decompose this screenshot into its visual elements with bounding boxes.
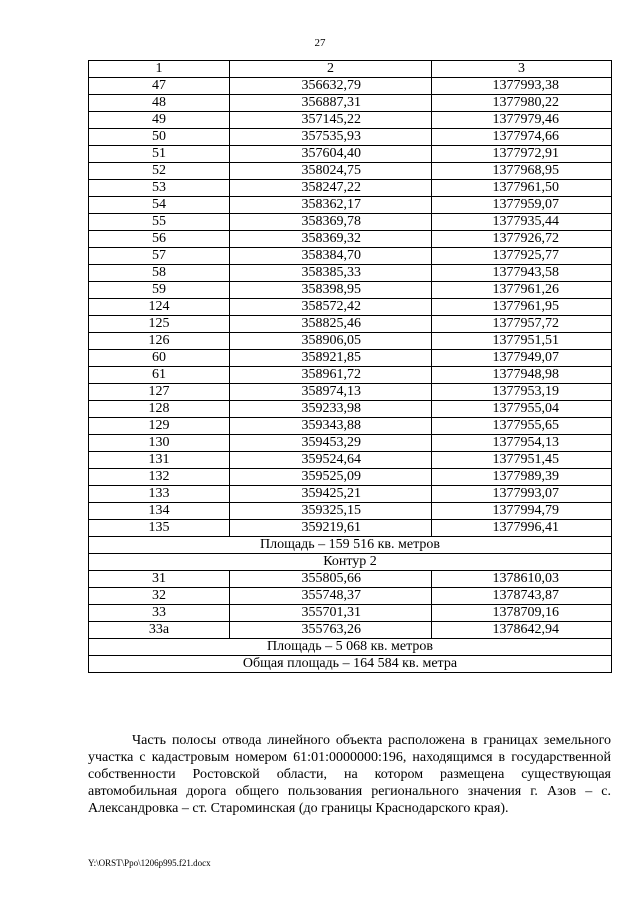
y-coordinate: 1377996,41 [432, 520, 612, 537]
table-row [89, 197, 612, 214]
x-coordinate: 358572,42 [230, 299, 432, 316]
y-coordinate: 1377935,44 [432, 214, 612, 231]
y-coordinate: 1377972,91 [432, 146, 612, 163]
x-coordinate: 358825,46 [230, 316, 432, 333]
table-row [89, 333, 612, 350]
table-row [89, 418, 612, 435]
y-coordinate: 1378642,94 [432, 622, 612, 639]
y-coordinate: 1377961,50 [432, 180, 612, 197]
y-coordinate: 1377943,58 [432, 265, 612, 282]
x-coordinate: 356632,79 [230, 78, 432, 95]
table-row [89, 367, 612, 384]
point-number: 52 [89, 163, 230, 180]
y-coordinate: 1377989,39 [432, 469, 612, 486]
contour-2-title-row [89, 554, 612, 571]
table-row [89, 316, 612, 333]
table-row [89, 350, 612, 367]
point-number: 129 [89, 418, 230, 435]
y-coordinate: 1377961,26 [432, 282, 612, 299]
x-coordinate: 355805,66 [230, 571, 432, 588]
y-coordinate: 1377959,07 [432, 197, 612, 214]
table-row [89, 180, 612, 197]
table-row [89, 129, 612, 146]
table-row [89, 265, 612, 282]
point-number: 135 [89, 520, 230, 537]
point-number: 132 [89, 469, 230, 486]
file-path-footer: Y:\ORST\Ppo\1206p995.f21.docx [88, 858, 211, 868]
page-number: 27 [314, 37, 326, 49]
description-paragraph: Часть полосы отвода линейного объекта расположена в границах земельного участка с кадастровым номером 61:01:0000000:196, находящимся в государственной собственности Ростовской области, на котором размещена существующая автомобильная дорога общего пользования регионального значения г. Азов – с. Александровка – ст. Староминская (до границы Краснодарского края). [88, 733, 611, 816]
point-number: 53 [89, 180, 230, 197]
point-number: 124 [89, 299, 230, 316]
x-coordinate: 358247,22 [230, 180, 432, 197]
table-row [89, 435, 612, 452]
point-number: 61 [89, 367, 230, 384]
x-coordinate: 359524,64 [230, 452, 432, 469]
point-number: 134 [89, 503, 230, 520]
point-number: 126 [89, 333, 230, 350]
area-summary-contour-2: Площадь – 5 068 кв. метров [89, 639, 612, 656]
y-coordinate: 1378743,87 [432, 588, 612, 605]
table-row [89, 163, 612, 180]
point-number: 128 [89, 401, 230, 418]
y-coordinate: 1377951,51 [432, 333, 612, 350]
point-number: 131 [89, 452, 230, 469]
y-coordinate: 1378610,03 [432, 571, 612, 588]
table-row [89, 95, 612, 112]
point-number: 55 [89, 214, 230, 231]
y-coordinate: 1377955,65 [432, 418, 612, 435]
table-row [89, 146, 612, 163]
table-row [89, 248, 612, 265]
total-area-summary-row [89, 656, 612, 673]
y-coordinate: 1377951,45 [432, 452, 612, 469]
y-coordinate: 1377948,98 [432, 367, 612, 384]
y-coordinate: 1377994,79 [432, 503, 612, 520]
table-row [89, 231, 612, 248]
x-coordinate: 356887,31 [230, 95, 432, 112]
coordinates-table [88, 60, 612, 673]
area-summary-contour-1-row [89, 537, 612, 554]
y-coordinate: 1377993,38 [432, 78, 612, 95]
x-coordinate: 359233,98 [230, 401, 432, 418]
table-row [89, 384, 612, 401]
x-coordinate: 358385,33 [230, 265, 432, 282]
y-coordinate: 1377980,22 [432, 95, 612, 112]
x-coordinate: 359453,29 [230, 435, 432, 452]
column-header-number: 1 [89, 61, 230, 78]
table-row [89, 588, 612, 605]
y-coordinate: 1377974,66 [432, 129, 612, 146]
y-coordinate: 1377949,07 [432, 350, 612, 367]
x-coordinate: 357604,40 [230, 146, 432, 163]
area-summary-contour-2-row [89, 639, 612, 656]
table-row [89, 112, 612, 129]
table-row [89, 214, 612, 231]
x-coordinate: 357145,22 [230, 112, 432, 129]
y-coordinate: 1377957,72 [432, 316, 612, 333]
column-header-y: 3 [432, 61, 612, 78]
point-number: 32 [89, 588, 230, 605]
x-coordinate: 359525,09 [230, 469, 432, 486]
y-coordinate: 1377954,13 [432, 435, 612, 452]
y-coordinate: 1377926,72 [432, 231, 612, 248]
point-number: 133 [89, 486, 230, 503]
x-coordinate: 355701,31 [230, 605, 432, 622]
point-number: 56 [89, 231, 230, 248]
table-row [89, 401, 612, 418]
point-number: 47 [89, 78, 230, 95]
point-number: 130 [89, 435, 230, 452]
x-coordinate: 358362,17 [230, 197, 432, 214]
y-coordinate: 1377968,95 [432, 163, 612, 180]
point-number: 59 [89, 282, 230, 299]
x-coordinate: 359425,21 [230, 486, 432, 503]
x-coordinate: 358398,95 [230, 282, 432, 299]
table-row [89, 299, 612, 316]
x-coordinate: 358024,75 [230, 163, 432, 180]
point-number: 51 [89, 146, 230, 163]
table-row [89, 605, 612, 622]
point-number: 50 [89, 129, 230, 146]
point-number: 60 [89, 350, 230, 367]
x-coordinate: 358369,78 [230, 214, 432, 231]
contour-2-title: Контур 2 [89, 554, 612, 571]
y-coordinate: 1377953,19 [432, 384, 612, 401]
point-number: 54 [89, 197, 230, 214]
table-row [89, 503, 612, 520]
y-coordinate: 1377925,77 [432, 248, 612, 265]
table-row [89, 520, 612, 537]
table-header-row [89, 61, 612, 78]
x-coordinate: 358369,32 [230, 231, 432, 248]
y-coordinate: 1378709,16 [432, 605, 612, 622]
point-number: 125 [89, 316, 230, 333]
table-row [89, 469, 612, 486]
x-coordinate: 359343,88 [230, 418, 432, 435]
y-coordinate: 1377993,07 [432, 486, 612, 503]
table-row [89, 282, 612, 299]
point-number: 57 [89, 248, 230, 265]
table-row [89, 486, 612, 503]
y-coordinate: 1377961,95 [432, 299, 612, 316]
x-coordinate: 359219,61 [230, 520, 432, 537]
point-number: 49 [89, 112, 230, 129]
point-number: 48 [89, 95, 230, 112]
x-coordinate: 355763,26 [230, 622, 432, 639]
x-coordinate: 358961,72 [230, 367, 432, 384]
x-coordinate: 355748,37 [230, 588, 432, 605]
x-coordinate: 359325,15 [230, 503, 432, 520]
y-coordinate: 1377979,46 [432, 112, 612, 129]
area-summary-contour-1: Площадь – 159 516 кв. метров [89, 537, 612, 554]
point-number: 33а [89, 622, 230, 639]
table-row [89, 452, 612, 469]
x-coordinate: 358974,13 [230, 384, 432, 401]
column-header-x: 2 [230, 61, 432, 78]
point-number: 31 [89, 571, 230, 588]
total-area-summary: Общая площадь – 164 584 кв. метра [89, 656, 612, 673]
y-coordinate: 1377955,04 [432, 401, 612, 418]
point-number: 58 [89, 265, 230, 282]
table-row [89, 622, 612, 639]
x-coordinate: 358906,05 [230, 333, 432, 350]
point-number: 33 [89, 605, 230, 622]
table-row [89, 78, 612, 95]
x-coordinate: 358384,70 [230, 248, 432, 265]
x-coordinate: 357535,93 [230, 129, 432, 146]
x-coordinate: 358921,85 [230, 350, 432, 367]
point-number: 127 [89, 384, 230, 401]
table-row [89, 571, 612, 588]
